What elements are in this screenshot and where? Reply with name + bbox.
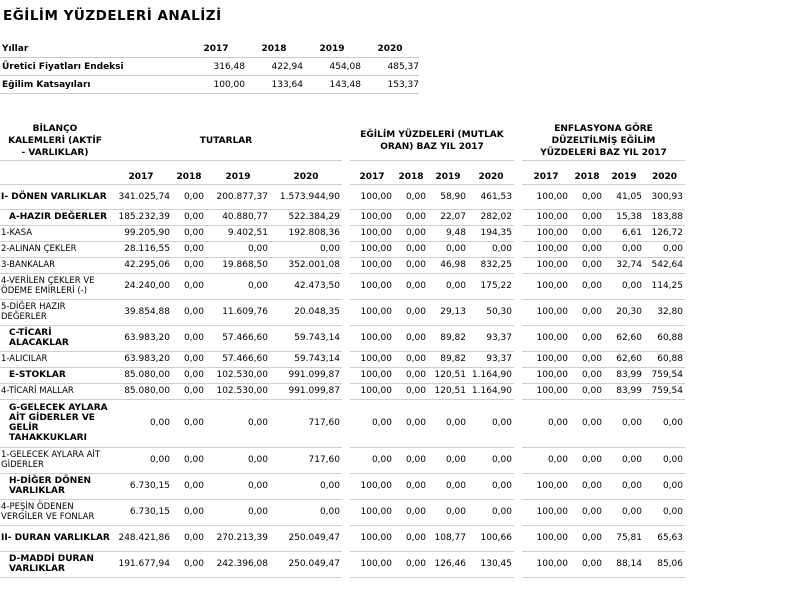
inflation-cell: 100,00 <box>522 257 570 273</box>
year-header: 2019 <box>206 170 270 185</box>
trend-cell: 130,45 <box>468 551 514 577</box>
trend-cell: 100,00 <box>350 525 394 551</box>
trend-group-header: EĞİLİM YÜZDELERİ (MUTLAK ORAN) BAZ YIL 2017 <box>350 122 514 161</box>
inflation-cell: 60,88 <box>644 325 685 351</box>
trend-cell: 832,25 <box>468 257 514 273</box>
inflation-cell: 114,25 <box>644 273 685 299</box>
amount-cell: 20.048,35 <box>270 299 342 325</box>
index-row-label: Eğilim Katsayıları <box>0 76 187 94</box>
row-label: 1-GELECEK AYLARA AİT GİDERLER <box>0 447 110 473</box>
inflation-cell: 0,00 <box>570 273 604 299</box>
inflation-cell: 0,00 <box>604 241 644 257</box>
index-year-header: 2020 <box>361 40 419 58</box>
year-header: 2019 <box>604 170 644 185</box>
years-label: Yıllar <box>0 40 187 58</box>
inflation-cell: 32,74 <box>604 257 644 273</box>
trend-cell: 89,82 <box>428 325 468 351</box>
trend-cell: 0,00 <box>394 209 428 225</box>
amount-cell: 102.530,00 <box>206 383 270 399</box>
trend-cell: 0,00 <box>394 184 428 209</box>
year-header: 2018 <box>394 170 428 185</box>
trend-cell: 194,35 <box>468 225 514 241</box>
year-header: 2020 <box>468 170 514 185</box>
row-label: 2-ALINAN ÇEKLER <box>0 241 110 257</box>
row-label: G-GELECEK AYLARA AİT GİDERLER VE GELİR TAHAKKUKLARI <box>0 399 110 447</box>
year-header: 2017 <box>110 170 172 185</box>
trend-cell: 100,00 <box>350 184 394 209</box>
inflation-cell: 0,00 <box>522 399 570 447</box>
trend-analysis-table <box>0 122 685 578</box>
row-label: 1-KASA <box>0 225 110 241</box>
amount-cell: 57.466,60 <box>206 351 270 367</box>
table-row <box>0 525 685 551</box>
table-row <box>0 325 685 351</box>
trend-cell: 0,00 <box>394 367 428 383</box>
row-label: E-STOKLAR <box>0 367 110 383</box>
amount-cell: 9.402,51 <box>206 225 270 241</box>
inflation-cell: 0,00 <box>570 225 604 241</box>
trend-cell: 0,00 <box>394 299 428 325</box>
year-header: 2017 <box>350 170 394 185</box>
trend-cell: 9,48 <box>428 225 468 241</box>
trend-cell: 0,00 <box>468 241 514 257</box>
inflation-cell: 100,00 <box>522 273 570 299</box>
row-label: 4-VERİLEN ÇEKLER VE ÖDEME EMİRLERİ (-) <box>0 273 110 299</box>
row-label: 4-TİCARİ MALLAR <box>0 383 110 399</box>
inflation-cell: 100,00 <box>522 525 570 551</box>
amount-cell: 59.743,14 <box>270 351 342 367</box>
year-header: 2017 <box>522 170 570 185</box>
amount-cell: 0,00 <box>172 257 206 273</box>
trend-cell: 120,51 <box>428 383 468 399</box>
inflation-cell: 0,00 <box>604 273 644 299</box>
inflation-cell: 0,00 <box>644 447 685 473</box>
amount-cell: 0,00 <box>270 241 342 257</box>
row-label: 4-PEŞİN ÖDENEN VERGİLER VE FONLAR <box>0 499 110 525</box>
table-row <box>0 273 685 299</box>
amount-cell: 0,00 <box>206 273 270 299</box>
index-value: 316,48 <box>187 58 245 76</box>
inflation-cell: 75,81 <box>604 525 644 551</box>
inflation-cell: 0,00 <box>570 257 604 273</box>
trend-cell: 100,00 <box>350 225 394 241</box>
inflation-cell: 0,00 <box>570 184 604 209</box>
amount-cell: 42.295,06 <box>110 257 172 273</box>
inflation-cell: 100,00 <box>522 351 570 367</box>
trend-cell: 100,00 <box>350 351 394 367</box>
row-label: I- DÖNEN VARLIKLAR <box>0 184 110 209</box>
inflation-group-header: ENFLASYONA GÖRE DÜZELTİLMİŞ EĞİLİM YÜZDELERİ BAZ YIL 2017 <box>522 122 685 161</box>
trend-cell: 0,00 <box>468 499 514 525</box>
year-header: 2018 <box>172 170 206 185</box>
amount-cell: 42.473,50 <box>270 273 342 299</box>
inflation-cell: 65,63 <box>644 525 685 551</box>
trend-cell: 46,98 <box>428 257 468 273</box>
amount-cell: 19.868,50 <box>206 257 270 273</box>
inflation-cell: 100,00 <box>522 225 570 241</box>
trend-cell: 0,00 <box>394 499 428 525</box>
table-row <box>0 473 685 499</box>
row-label: II- DURAN VARLIKLAR <box>0 525 110 551</box>
trend-cell: 0,00 <box>468 399 514 447</box>
row-label: 5-DİĞER HAZIR DEĞERLER <box>0 299 110 325</box>
trend-cell: 89,82 <box>428 351 468 367</box>
inflation-cell: 0,00 <box>570 383 604 399</box>
index-year-header: 2017 <box>187 40 245 58</box>
table-row <box>0 184 685 209</box>
amount-cell: 0,00 <box>172 184 206 209</box>
price-index-table <box>0 40 419 94</box>
amount-cell: 185.232,39 <box>110 209 172 225</box>
year-header: 2020 <box>644 170 685 185</box>
inflation-cell: 100,00 <box>522 184 570 209</box>
trend-cell: 93,37 <box>468 351 514 367</box>
index-header-row <box>0 40 419 58</box>
items-group-header: BİLANÇO KALEMLERİ (AKTİF - VARLIKLAR) <box>0 122 110 161</box>
amount-cell: 0,00 <box>172 367 206 383</box>
inflation-cell: 0,00 <box>644 399 685 447</box>
inflation-cell: 85,06 <box>644 551 685 577</box>
amount-cell: 28.116,55 <box>110 241 172 257</box>
table-row <box>0 399 685 447</box>
row-label: 3-BANKALAR <box>0 257 110 273</box>
inflation-cell: 32,80 <box>644 299 685 325</box>
inflation-cell: 20,30 <box>604 299 644 325</box>
index-year-header: 2019 <box>303 40 361 58</box>
inflation-cell: 0,00 <box>570 325 604 351</box>
amounts-group-header: TUTARLAR <box>110 122 342 161</box>
inflation-cell: 0,00 <box>570 447 604 473</box>
amount-cell: 0,00 <box>270 473 342 499</box>
amount-cell: 0,00 <box>206 447 270 473</box>
trend-cell: 0,00 <box>428 399 468 447</box>
trend-cell: 0,00 <box>394 273 428 299</box>
inflation-cell: 0,00 <box>570 499 604 525</box>
index-value: 143,48 <box>303 76 361 94</box>
trend-cell: 0,00 <box>468 447 514 473</box>
inflation-cell: 300,93 <box>644 184 685 209</box>
row-label: 1-ALICILAR <box>0 351 110 367</box>
inflation-cell: 100,00 <box>522 499 570 525</box>
amount-cell: 522.384,29 <box>270 209 342 225</box>
inflation-cell: 0,00 <box>604 399 644 447</box>
index-row <box>0 58 419 76</box>
amount-cell: 341.025,74 <box>110 184 172 209</box>
trend-cell: 100,00 <box>350 499 394 525</box>
inflation-cell: 0,00 <box>570 551 604 577</box>
trend-cell: 0,00 <box>428 447 468 473</box>
inflation-cell: 759,54 <box>644 367 685 383</box>
amount-cell: 0,00 <box>172 209 206 225</box>
inflation-cell: 0,00 <box>604 499 644 525</box>
inflation-cell: 100,00 <box>522 325 570 351</box>
trend-cell: 0,00 <box>468 473 514 499</box>
inflation-cell: 0,00 <box>604 473 644 499</box>
table-row <box>0 551 685 577</box>
trend-cell: 108,77 <box>428 525 468 551</box>
inflation-cell: 183,88 <box>644 209 685 225</box>
trend-cell: 0,00 <box>394 351 428 367</box>
amount-cell: 0,00 <box>172 273 206 299</box>
trend-cell: 0,00 <box>350 447 394 473</box>
inflation-cell: 0,00 <box>570 209 604 225</box>
inflation-cell: 60,88 <box>644 351 685 367</box>
row-label: C-TİCARİ ALACAKLAR <box>0 325 110 351</box>
table-row <box>0 383 685 399</box>
trend-cell: 120,51 <box>428 367 468 383</box>
trend-cell: 0,00 <box>428 473 468 499</box>
inflation-cell: 62,60 <box>604 351 644 367</box>
inflation-cell: 0,00 <box>644 241 685 257</box>
inflation-cell: 0,00 <box>570 367 604 383</box>
inflation-cell: 88,14 <box>604 551 644 577</box>
year-header: 2019 <box>428 170 468 185</box>
year-header-row <box>0 170 685 185</box>
amount-cell: 59.743,14 <box>270 325 342 351</box>
amount-cell: 0,00 <box>206 399 270 447</box>
amount-cell: 6.730,15 <box>110 499 172 525</box>
inflation-cell: 0,00 <box>604 447 644 473</box>
amount-cell: 250.049,47 <box>270 525 342 551</box>
amount-cell: 191.677,94 <box>110 551 172 577</box>
amount-cell: 717,60 <box>270 399 342 447</box>
amount-cell: 0,00 <box>206 241 270 257</box>
index-value: 422,94 <box>245 58 303 76</box>
amount-cell: 0,00 <box>172 383 206 399</box>
row-label: H-DİĞER DÖNEN VARLIKLAR <box>0 473 110 499</box>
inflation-cell: 100,00 <box>522 551 570 577</box>
trend-cell: 0,00 <box>428 241 468 257</box>
amount-cell: 0,00 <box>172 351 206 367</box>
trend-cell: 282,02 <box>468 209 514 225</box>
amount-cell: 0,00 <box>172 241 206 257</box>
trend-cell: 0,00 <box>394 473 428 499</box>
inflation-cell: 0,00 <box>570 351 604 367</box>
inflation-cell: 0,00 <box>644 473 685 499</box>
table-row <box>0 299 685 325</box>
table-row <box>0 499 685 525</box>
amount-cell: 248.421,86 <box>110 525 172 551</box>
trend-cell: 0,00 <box>394 447 428 473</box>
amount-cell: 0,00 <box>270 499 342 525</box>
inflation-cell: 0,00 <box>570 299 604 325</box>
table-row <box>0 257 685 273</box>
trend-cell: 58,90 <box>428 184 468 209</box>
trend-cell: 100,00 <box>350 241 394 257</box>
trend-cell: 100,00 <box>350 273 394 299</box>
index-row-label: Üretici Fiyatları Endeksi <box>0 58 187 76</box>
trend-cell: 0,00 <box>394 525 428 551</box>
trend-cell: 100,00 <box>350 257 394 273</box>
inflation-cell: 83,99 <box>604 367 644 383</box>
amount-cell: 192.808,36 <box>270 225 342 241</box>
trend-cell: 0,00 <box>428 273 468 299</box>
amount-cell: 0,00 <box>172 299 206 325</box>
inflation-cell: 0,00 <box>570 473 604 499</box>
inflation-cell: 41,05 <box>604 184 644 209</box>
index-value: 153,37 <box>361 76 419 94</box>
year-header: 2018 <box>570 170 604 185</box>
amount-cell: 0,00 <box>110 447 172 473</box>
amount-cell: 352.001,08 <box>270 257 342 273</box>
amount-cell: 0,00 <box>172 499 206 525</box>
amount-cell: 991.099,87 <box>270 367 342 383</box>
inflation-cell: 0,00 <box>570 399 604 447</box>
amount-cell: 0,00 <box>206 499 270 525</box>
amount-cell: 242.396,08 <box>206 551 270 577</box>
trend-cell: 0,00 <box>394 257 428 273</box>
inflation-cell: 100,00 <box>522 383 570 399</box>
amount-cell: 102.530,00 <box>206 367 270 383</box>
inflation-cell: 100,00 <box>522 299 570 325</box>
trend-cell: 100,00 <box>350 551 394 577</box>
trend-cell: 175,22 <box>468 273 514 299</box>
inflation-cell: 0,00 <box>570 525 604 551</box>
page-title: EĞİLİM YÜZDELERİ ANALİZİ <box>3 8 222 24</box>
index-year-header: 2018 <box>245 40 303 58</box>
amount-cell: 0,00 <box>172 325 206 351</box>
trend-cell: 1.164,90 <box>468 383 514 399</box>
inflation-cell: 0,00 <box>522 447 570 473</box>
amount-cell: 717,60 <box>270 447 342 473</box>
index-value: 454,08 <box>303 58 361 76</box>
trend-cell: 126,46 <box>428 551 468 577</box>
year-header: 2020 <box>270 170 342 185</box>
table-row <box>0 241 685 257</box>
amount-cell: 250.049,47 <box>270 551 342 577</box>
index-value: 100,00 <box>187 76 245 94</box>
index-row <box>0 76 419 94</box>
amount-cell: 0,00 <box>172 399 206 447</box>
inflation-cell: 759,54 <box>644 383 685 399</box>
table-row <box>0 209 685 225</box>
inflation-cell: 542,64 <box>644 257 685 273</box>
row-label: D-MADDİ DURAN VARLIKLAR <box>0 551 110 577</box>
amount-cell: 85.080,00 <box>110 383 172 399</box>
table-row <box>0 367 685 383</box>
amount-cell: 63.983,20 <box>110 325 172 351</box>
amount-cell: 39.854,88 <box>110 299 172 325</box>
amount-cell: 270.213,39 <box>206 525 270 551</box>
trend-cell: 0,00 <box>350 399 394 447</box>
amount-cell: 40.880,77 <box>206 209 270 225</box>
amount-cell: 0,00 <box>172 551 206 577</box>
amount-cell: 0,00 <box>172 225 206 241</box>
inflation-cell: 100,00 <box>522 209 570 225</box>
inflation-cell: 100,00 <box>522 367 570 383</box>
trend-cell: 93,37 <box>468 325 514 351</box>
trend-cell: 100,00 <box>350 383 394 399</box>
inflation-cell: 15,38 <box>604 209 644 225</box>
inflation-cell: 83,99 <box>604 383 644 399</box>
amount-cell: 99.205,90 <box>110 225 172 241</box>
table-row <box>0 225 685 241</box>
trend-cell: 461,53 <box>468 184 514 209</box>
inflation-cell: 6,61 <box>604 225 644 241</box>
group-header-row <box>0 122 685 161</box>
inflation-cell: 100,00 <box>522 241 570 257</box>
amount-cell: 0,00 <box>172 447 206 473</box>
trend-cell: 22,07 <box>428 209 468 225</box>
inflation-cell: 0,00 <box>644 499 685 525</box>
trend-cell: 100,00 <box>350 473 394 499</box>
trend-cell: 0,00 <box>394 551 428 577</box>
trend-cell: 100,00 <box>350 367 394 383</box>
trend-cell: 29,13 <box>428 299 468 325</box>
amount-cell: 6.730,15 <box>110 473 172 499</box>
trend-cell: 100,00 <box>350 325 394 351</box>
table-row <box>0 351 685 367</box>
amount-cell: 0,00 <box>206 473 270 499</box>
amount-cell: 11.609,76 <box>206 299 270 325</box>
amount-cell: 0,00 <box>172 473 206 499</box>
index-value: 485,37 <box>361 58 419 76</box>
table-row <box>0 447 685 473</box>
inflation-cell: 126,72 <box>644 225 685 241</box>
inflation-cell: 0,00 <box>570 241 604 257</box>
trend-cell: 0,00 <box>394 325 428 351</box>
trend-cell: 100,00 <box>350 209 394 225</box>
trend-cell: 0,00 <box>394 399 428 447</box>
amount-cell: 63.983,20 <box>110 351 172 367</box>
row-label: A-HAZIR DEĞERLER <box>0 209 110 225</box>
trend-cell: 50,30 <box>468 299 514 325</box>
amount-cell: 0,00 <box>172 525 206 551</box>
amount-cell: 1.573.944,90 <box>270 184 342 209</box>
trend-cell: 1.164,90 <box>468 367 514 383</box>
year-header-blank <box>0 170 110 185</box>
inflation-cell: 100,00 <box>522 473 570 499</box>
trend-cell: 0,00 <box>394 241 428 257</box>
amount-cell: 85.080,00 <box>110 367 172 383</box>
inflation-cell: 62,60 <box>604 325 644 351</box>
trend-cell: 100,66 <box>468 525 514 551</box>
amount-cell: 0,00 <box>110 399 172 447</box>
amount-cell: 24.240,00 <box>110 273 172 299</box>
amount-cell: 57.466,60 <box>206 325 270 351</box>
trend-cell: 0,00 <box>428 499 468 525</box>
index-value: 133,64 <box>245 76 303 94</box>
trend-cell: 0,00 <box>394 225 428 241</box>
trend-cell: 0,00 <box>394 383 428 399</box>
amount-cell: 991.099,87 <box>270 383 342 399</box>
trend-cell: 100,00 <box>350 299 394 325</box>
amount-cell: 200.877,37 <box>206 184 270 209</box>
